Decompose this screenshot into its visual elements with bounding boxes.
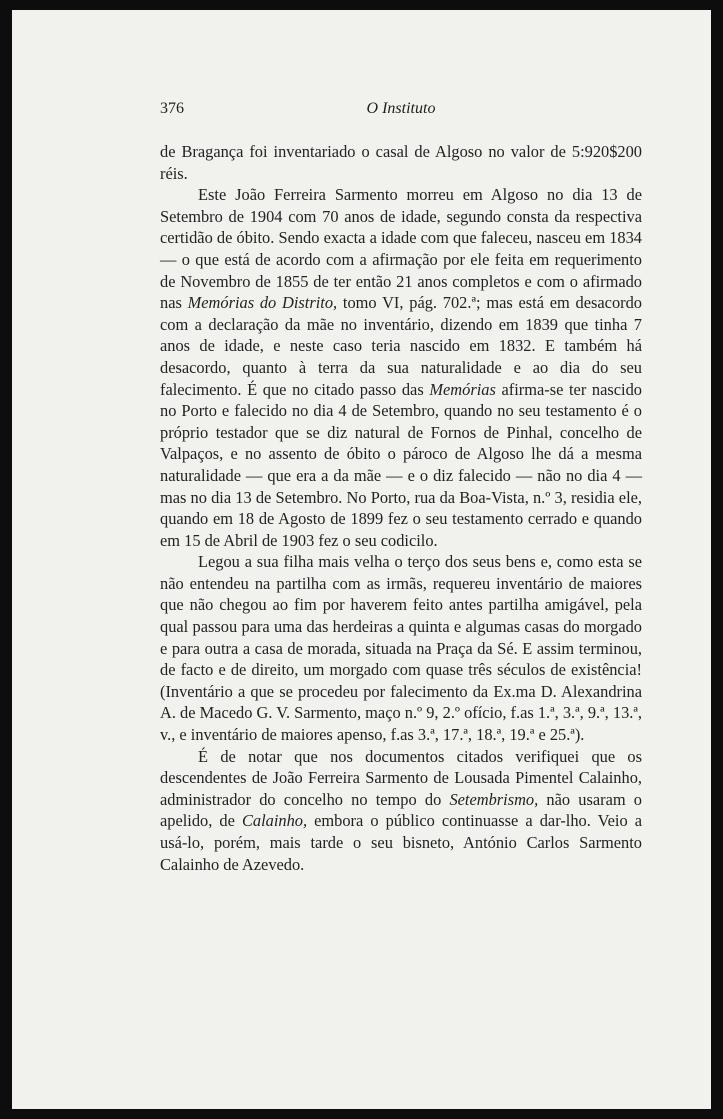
text-run: É de notar que nos documentos citados verifiquei que os descendentes de João Ferreira Sarmento de Lousada Pimentel Calainho, administrador do concelho no tempo do <box>160 746 642 809</box>
text-run: embora o público continuasse a dar-lho. Veio a usá-lo, porém, mais tarde o seu bisneto, António Carlos Sarmento Calainho de Azevedo. <box>160 811 642 874</box>
italic-title-memorias: Memórias <box>429 379 496 399</box>
paragraph-4 <box>160 746 642 876</box>
page-number: 376 <box>160 100 184 117</box>
italic-setembrismo: Setembrismo, <box>449 789 539 809</box>
text-run: tomo VI, pág. 702.ª; mas está em desacordo com a declaração da mãe no inventário, dizendo em 1839 que tinha 7 anos de idade, e neste caso teria nascido em 1832. E também há desacordo, quanto à terra da sua naturalidade e ao dia do seu falecimento. É que no citado passo das <box>160 293 642 399</box>
paragraph-2 <box>160 184 642 551</box>
page-header <box>160 100 642 120</box>
body-text <box>160 141 642 875</box>
paragraph-3 <box>160 551 642 745</box>
page <box>12 10 711 1109</box>
text-run: de Bragança foi inventariado o casal de Algoso no valor de 5:920$200 réis. <box>160 142 642 183</box>
text-run: afirma-se ter nascido no Porto e falecido no dia 4 de Setembro, quando no seu testamento é o próprio testador que se diz natural de Fornos de Pinhal, concelho de Valpaços, e no assento de óbito o pároco de Algoso lhe dá a mesma naturalidade — que era a da mãe — e o diz falecido — não no dia 4 — mas no dia 13 de Setembro. No Porto, rua da Boa-Vista, n.º 3, residia ele, quando em 18 de Agosto de 1899 fez o seu testamento cerrado e quando em 15 de Abril de 1903 fez o seu codicilo. <box>160 379 642 550</box>
text-run: Este João Ferreira Sarmento morreu em Algoso no dia 13 de Setembro de 1904 com 70 anos de idade, segundo consta da respectiva certidão de óbito. Sendo exacta a idade com que faleceu, nasceu em 1834 — o que está de acordo com a afirmação por ele feita em requerimento de Novembro de 1855 de ter então 21 anos completos e com o afirmado nas <box>160 185 642 313</box>
text-run: não usaram o apelido, de <box>160 789 642 831</box>
italic-calainho: Calainho, <box>241 811 308 831</box>
paragraph-1 <box>160 141 642 184</box>
running-title: O Instituto <box>366 100 436 117</box>
italic-title-memorias-do-distrito: Memórias do Distrito, <box>187 293 338 313</box>
text-run: Legou a sua filha mais velha o terço dos seus bens e, como esta se não entendeu na partilha com as irmãs, requereu inventário de maiores que não chegou ao fim por haverem feito antes partilha amigável, pela qual passou para uma das herdeiras a quinta e algumas casas do morgado e para outra a casa de morada, situada na Praça da Sé. E assim terminou, de facto e de direito, um morgado com quase três séculos de existência! (Inventário a que se procedeu por falecimento da Ex.ma D. Alexandrina A. de Macedo G. V. Sarmento, maço n.º 9, 2.º ofício, f.as 1.ª, 3.ª, 9.ª, 13.ª, v., e inventário de maiores apenso, f.as 3.ª, 17.ª, 18.ª, 19.ª e 25.ª). <box>160 552 642 745</box>
